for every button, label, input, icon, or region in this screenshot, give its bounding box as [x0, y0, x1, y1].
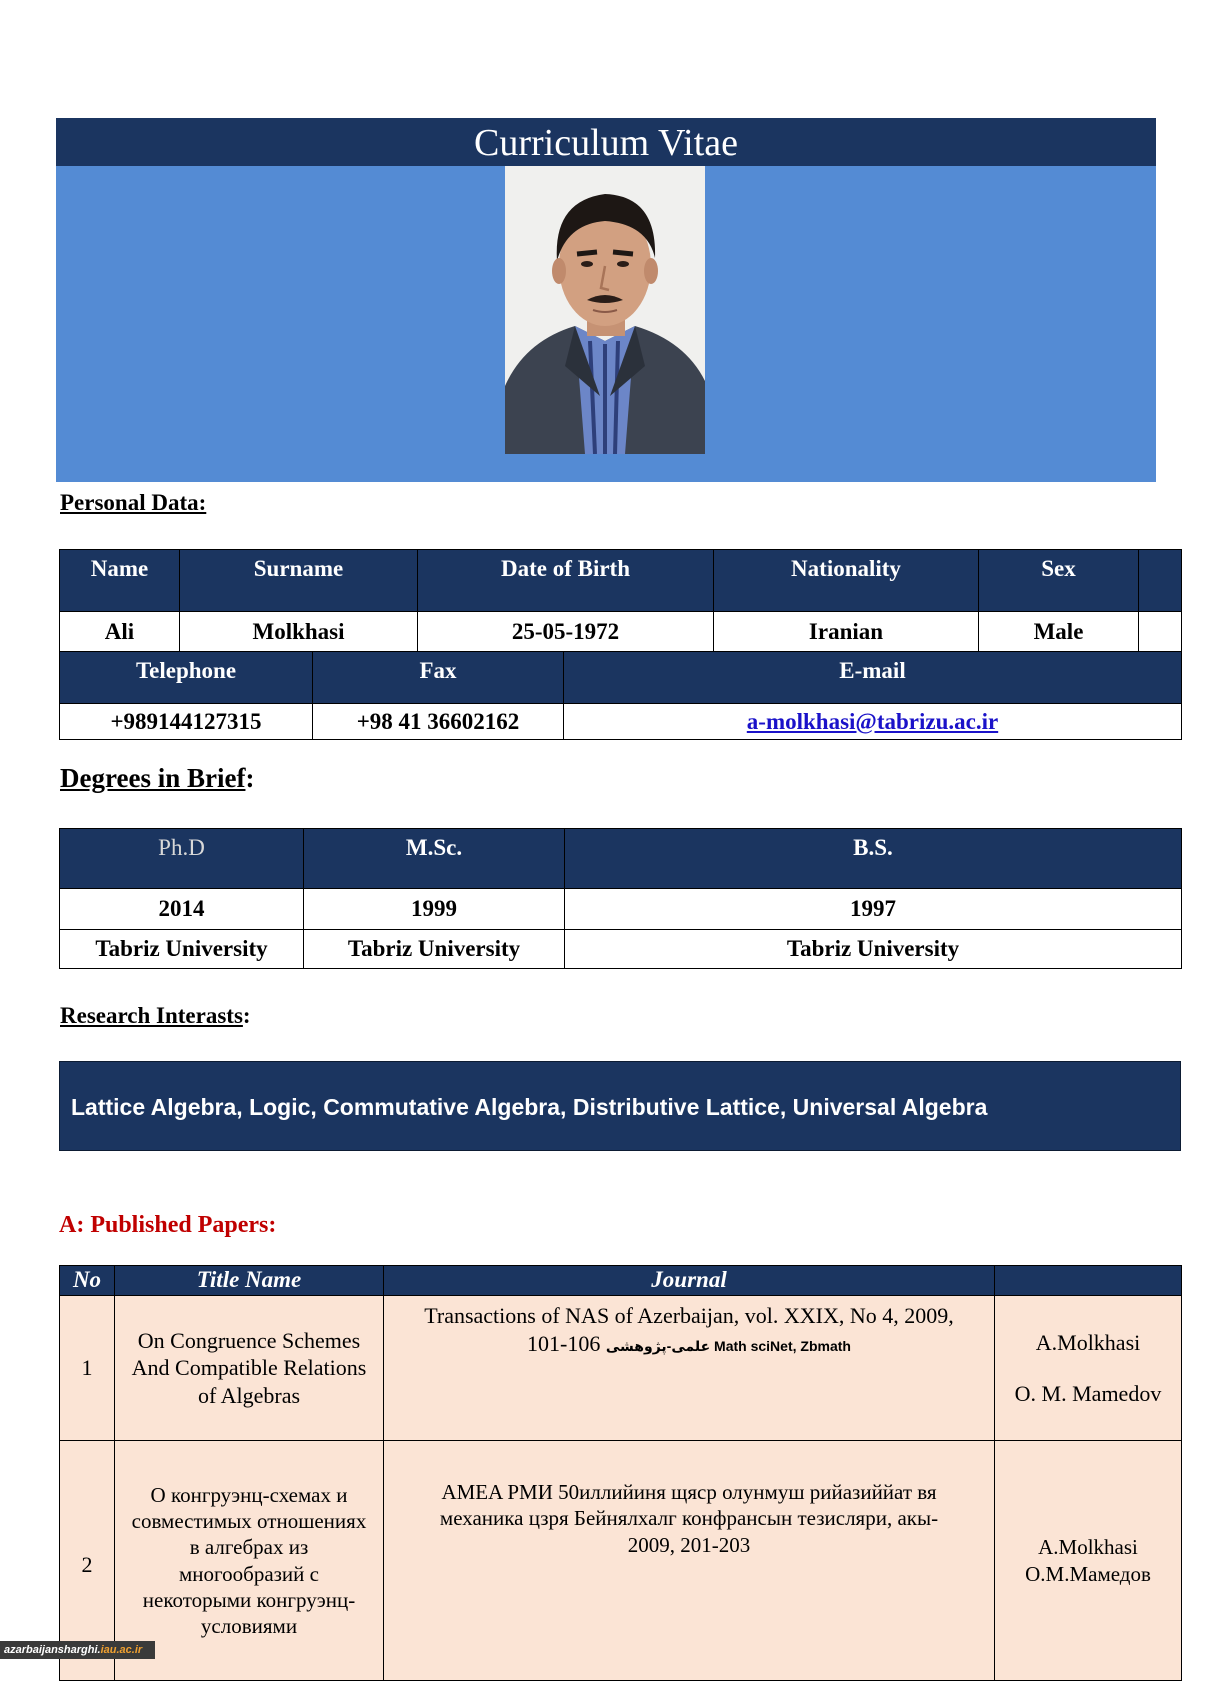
- telephone-label: Telephone: [60, 652, 313, 704]
- name-label: Name: [60, 550, 180, 612]
- profile-photo: [505, 166, 705, 454]
- phd-label: Ph.D: [60, 829, 304, 889]
- papers-authors-header: [995, 1266, 1182, 1296]
- paper-journal-cell: [384, 1296, 995, 1441]
- papers-table: [59, 1265, 1182, 1681]
- phd-university: Tabriz University: [60, 930, 304, 969]
- nationality-label: Nationality: [714, 550, 979, 612]
- paper-author: O. M. Mamedov: [1014, 1381, 1162, 1406]
- bs-label: B.S.: [565, 829, 1182, 889]
- sex-value: Male: [979, 612, 1139, 652]
- watermark-highlight: iau.ac.ir: [100, 1644, 143, 1656]
- blank-value-cell: [1139, 612, 1182, 652]
- personal-data-heading: Personal Data:: [60, 490, 207, 515]
- fax-value: +98 41 36602162: [313, 704, 564, 740]
- table-row: [60, 1296, 1182, 1441]
- paper-title: On Congruence Schemes And Compatible Relations of Algebras: [115, 1296, 384, 1441]
- surname-label: Surname: [180, 550, 418, 612]
- contact-table: [59, 651, 1182, 740]
- papers-no-header: No: [60, 1266, 115, 1296]
- research-heading-wrap: [60, 1003, 251, 1029]
- dob-value: 25-05-1972: [418, 612, 714, 652]
- bs-university: Tabriz University: [565, 930, 1182, 969]
- paper-author: A.Molkhasi: [1035, 1329, 1141, 1355]
- table-row: [60, 1441, 1182, 1681]
- email-cell: [564, 704, 1182, 740]
- paper-authors-cell: [995, 1296, 1182, 1441]
- person-portrait-icon: [505, 166, 705, 454]
- paper-index-tags: علمی-پژوهشی Math sciNet, Zbmath: [605, 1337, 851, 1354]
- msc-label: M.Sc.: [304, 829, 565, 889]
- published-papers-heading: A: Published Papers:: [59, 1212, 277, 1238]
- phd-year: 2014: [60, 889, 304, 930]
- dob-label: Date of Birth: [418, 550, 714, 612]
- msc-university: Tabriz University: [304, 930, 565, 969]
- research-heading-colon: :: [242, 1003, 251, 1028]
- name-value: Ali: [60, 612, 180, 652]
- msc-year: 1999: [304, 889, 565, 930]
- degrees-table: [59, 828, 1182, 969]
- paper-journal: Transactions of NAS of Azerbaijan, vol. XXIX, No 4, 2009, 101-106: [424, 1303, 954, 1356]
- surname-value: Molkhasi: [180, 612, 418, 652]
- email-link[interactable]: a-molkhasi@tabrizu.ac.ir: [746, 708, 999, 734]
- fax-label: Fax: [313, 652, 564, 704]
- degrees-heading-wrap: [60, 763, 254, 794]
- degrees-heading: Degrees in Brief: [60, 763, 246, 793]
- degrees-heading-colon: :: [245, 763, 255, 793]
- papers-title-header: Title Name: [115, 1266, 384, 1296]
- research-heading: Research Interasts: [60, 1003, 243, 1028]
- email-label: E-mail: [564, 652, 1182, 704]
- personal-data-table: [59, 549, 1182, 652]
- bs-year: 1997: [565, 889, 1182, 930]
- paper-authors-cell: [995, 1441, 1182, 1681]
- nationality-value: Iranian: [714, 612, 979, 652]
- sex-label: Sex: [979, 550, 1139, 612]
- site-watermark: [0, 1641, 155, 1659]
- paper-author: A.Molkhasi: [1038, 1535, 1138, 1560]
- telephone-value: +989144127315: [60, 704, 313, 740]
- watermark-prefix: azarbaijansharghi.: [4, 1644, 101, 1656]
- blank-header-cell: [1139, 550, 1182, 612]
- paper-number: 2: [60, 1441, 115, 1681]
- paper-number: 1: [60, 1296, 115, 1441]
- paper-title: О конгруэнц-схемах и совместимых отношениях в алгебрах из многообразий с некоторыми конгруэнц-условиями: [115, 1441, 384, 1681]
- cv-title: Curriculum Vitae: [56, 118, 1156, 166]
- papers-journal-header: Journal: [384, 1266, 995, 1296]
- paper-author: O.M.Мамедов: [1025, 1561, 1151, 1586]
- research-interests-box: Lattice Algebra, Logic, Commutative Algebra, Distributive Lattice, Universal Algebra: [59, 1061, 1181, 1151]
- paper-journal: AMEA PMИ 50иллийиня щяср олунмуш рийазиййат вя механика цзря Бейнялхалг конфрансын тезисляри, акы- 2009, 201-203: [384, 1441, 995, 1681]
